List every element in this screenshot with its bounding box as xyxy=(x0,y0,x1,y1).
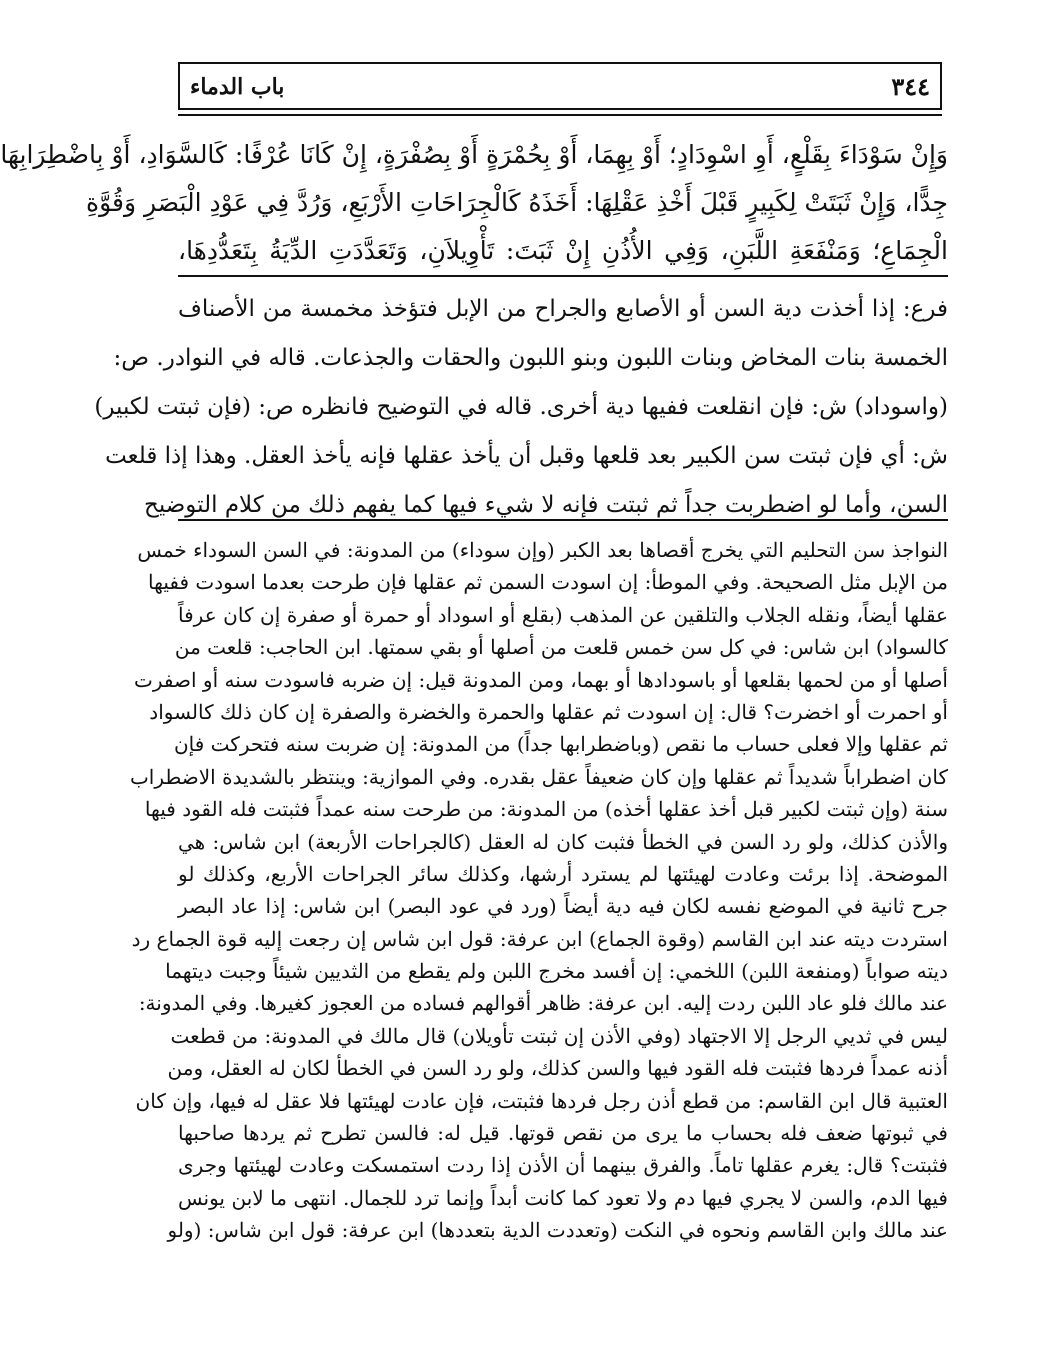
footnote-line: فثبتت؟ قال: يغرم عقلها تاماً. والفرق بينهما أن الأذن إذا ردت استمسكت وعادت لهيئتها وجرى xyxy=(178,1153,948,1178)
footnote-line: عند مالك وابن القاسم ونحوه في النكت (وتعددت الدية بتعددها) ابن عرفة: قول ابن شاس: (ولو xyxy=(167,1218,948,1243)
footnote-line: النواجذ سن التحليم التي يخرج أقصاها بعد الكبر (وإن سوداء) من المدونة: في السن السوداء خمس xyxy=(137,538,948,562)
footnote-divider xyxy=(178,519,948,521)
matn-divider xyxy=(178,275,948,277)
matn-line: الْجِمَاعِ؛ وَمَنْفَعَةِ اللَّبَنِ، وَفِي الأُذُنِ إِنْ ثَبَتَ: تَأْوِيلاَنِ، وَتَعَدَّدَتِ الدِّيَةُ بِتَعَدُّدِهَا، xyxy=(178,236,948,265)
footnote-line: في ثبوتها ضعف فله بحساب ما يرى من نقص قوتها. قيل له: فالسن تطرح ثم يردها صاحبها xyxy=(178,1121,948,1146)
footnote-line: فيها الدم، والسن لا يجري فيها دم ولا تعود كما كانت أبداً وإنما ترد للجمال. انتهى ما لابن يونس xyxy=(178,1185,948,1210)
footnote-line: عقلها أيضاً، ونقله الجلاب والتلقين عن المذهب (بقلع أو اسوداد أو حمرة أو صفرة إن كان عرفاً xyxy=(178,602,948,627)
footnote-line: الموضحة. إذا برئت وعادت لهيئتها لم يسترد أرشها، وكذلك سائر الجراحات الأربع، وكذلك لو xyxy=(178,861,948,886)
matn-line: جِدًّا، وَإِنْ ثَبَتَتْ لِكَبِيرٍ قَبْلَ أَخْذِ عَقْلِهَا: أَخَذَهُ كَالْجِرَاحَاتِ الأَرْبَعِ، وَرُدَّ فِي عَوْدِ الْبَصَرِ وَقُوَّةِ xyxy=(86,188,948,217)
footnote-line: استردت ديته عند ابن القاسم (وقوة الجماع) ابن عرفة: قول ابن شاس إن رجعت إليه قوة الجماع رد xyxy=(131,926,948,951)
matn-text-block xyxy=(0,131,948,275)
footnote-line: كالسواد) ابن شاس: في كل سن خمس قلعت من أصلها أو بقي سمتها. ابن الحاجب: قلعت من xyxy=(174,635,948,660)
footnote-line: سنة (وإن ثبتت لكبير قبل أخذ عقلها أخذه) من المدونة: من طرحت سنه عمداً فثبتت فله القود فيها xyxy=(144,797,948,822)
commentary-block xyxy=(94,285,948,530)
commentary-line: (واسوداد) ش: فإن انقلعت ففيها دية أخرى. قاله في التوضيح فانظره ص: (فإن ثبتت لكبير) xyxy=(94,394,948,420)
footnote-line: ثم عقلها وإلا فعلى حساب ما نقص (وباضطرابها جداً) من المدونة: إن ضربت سنه فتحركت فإن xyxy=(173,732,948,757)
footnote-line: جرح ثانية في الموضع نفسه لكان فيه دية أيضاً (ورد في عود البصر) ابن شاس: إذا عاد البصر xyxy=(178,894,948,919)
commentary-line: السن، وأما لو اضطربت جداً ثم ثبتت فإنه لا شيء فيها كما يفهم ذلك من كلام التوضيح xyxy=(143,492,948,518)
matn-line: وَإِنْ سَوْدَاءَ بِقَلْعٍ، أَوِ اسْوِدَادٍ؛ أَوْ بِهِمَا، أَوْ بِحُمْرَةٍ أَوْ بِصُفْرَةٍ، إِنْ كَانَا عُرْفًا: كَالسَّوَادِ، أَوْ بِاضْطِرَابِهَا xyxy=(0,140,948,169)
footnote-line: أصلها أو من لحمها بقلعها أو باسودادها أو بهما، ومن المدونة قيل: إن ضربه فاسودت سنه أو اصفرت xyxy=(134,667,948,692)
footnote-line: من الإبل مثل الصحيحة. وفي الموطأ: إن اسودت السمن ثم عقلها فإن طرحت بعدما اسودت ففيها xyxy=(148,570,948,595)
page-number: ٣٤٤ xyxy=(891,72,930,101)
footnote-line: ليس في ثديي الرجل إلا الاجتهاد (وفي الأذن إن ثبتت تأويلان) قال مالك في المدونة: من قطعت xyxy=(170,1023,948,1048)
page-header xyxy=(178,62,942,110)
footnote-line: كان اضطراباً شديداً ثم عقلها وإن كان ضعيفاً عقل بقدره. وفي الموازية: وينتظر بالشديدة الاضطراب xyxy=(129,764,948,789)
chapter-title: باب الدماء xyxy=(190,74,285,100)
footnote-line: والأذن كذلك، ولو رد السن في الخطأ فثبت كان له العقل (كالجراحات الأربعة) ابن شاس: هي xyxy=(178,829,948,854)
footnote-line: أو احمرت أو اخضرت؟ قال: إن اسودت ثم عقلها والحمرة والخضرة والصفرة إن كان ذلك كالسواد xyxy=(149,699,948,724)
commentary-line: ش: أي فإن ثبتت سن الكبير بعد قلعها وقبل أن يأخذ عقلها فإنه يأخذ العقل. وهذا إذا قلعت xyxy=(105,443,948,469)
footnote-line: العتبية قال ابن القاسم: من قطع أذن رجل فردها فثبتت، فإن عادت لهيئتها فلا عقل له فيها، وإن كان xyxy=(135,1088,948,1113)
footnote-line: ديته صواباً (ومنفعة اللبن) اللخمي: إن أفسد مخرج اللبن ولم يقطع من الثديين شيئاً وجبت ديتهما xyxy=(165,959,948,984)
footnote-line: أذنه عمداً فردها فثبتت فله القود فيها والسن كذلك، ولو رد السن في الخطأ لكان له العقل، ومن xyxy=(167,1056,948,1081)
commentary-line: الخمسة بنات المخاض وبنات اللبون وبنو اللبون والحقات والجذعات. قاله في النوادر. ص: xyxy=(113,345,948,371)
commentary-line: فرع: إذا أخذت دية السن أو الأصابع والجراح من الإبل فتؤخذ مخمسة من الأصناف xyxy=(178,296,948,322)
footnotes-block xyxy=(129,534,948,1247)
footnote-line: عند مالك فلو عاد اللبن ردت إليه. ابن عرفة: ظاهر أقوالهم فساده من العجوز كغيرها. وفي المدونة: xyxy=(138,991,948,1016)
header-underline xyxy=(178,114,942,116)
